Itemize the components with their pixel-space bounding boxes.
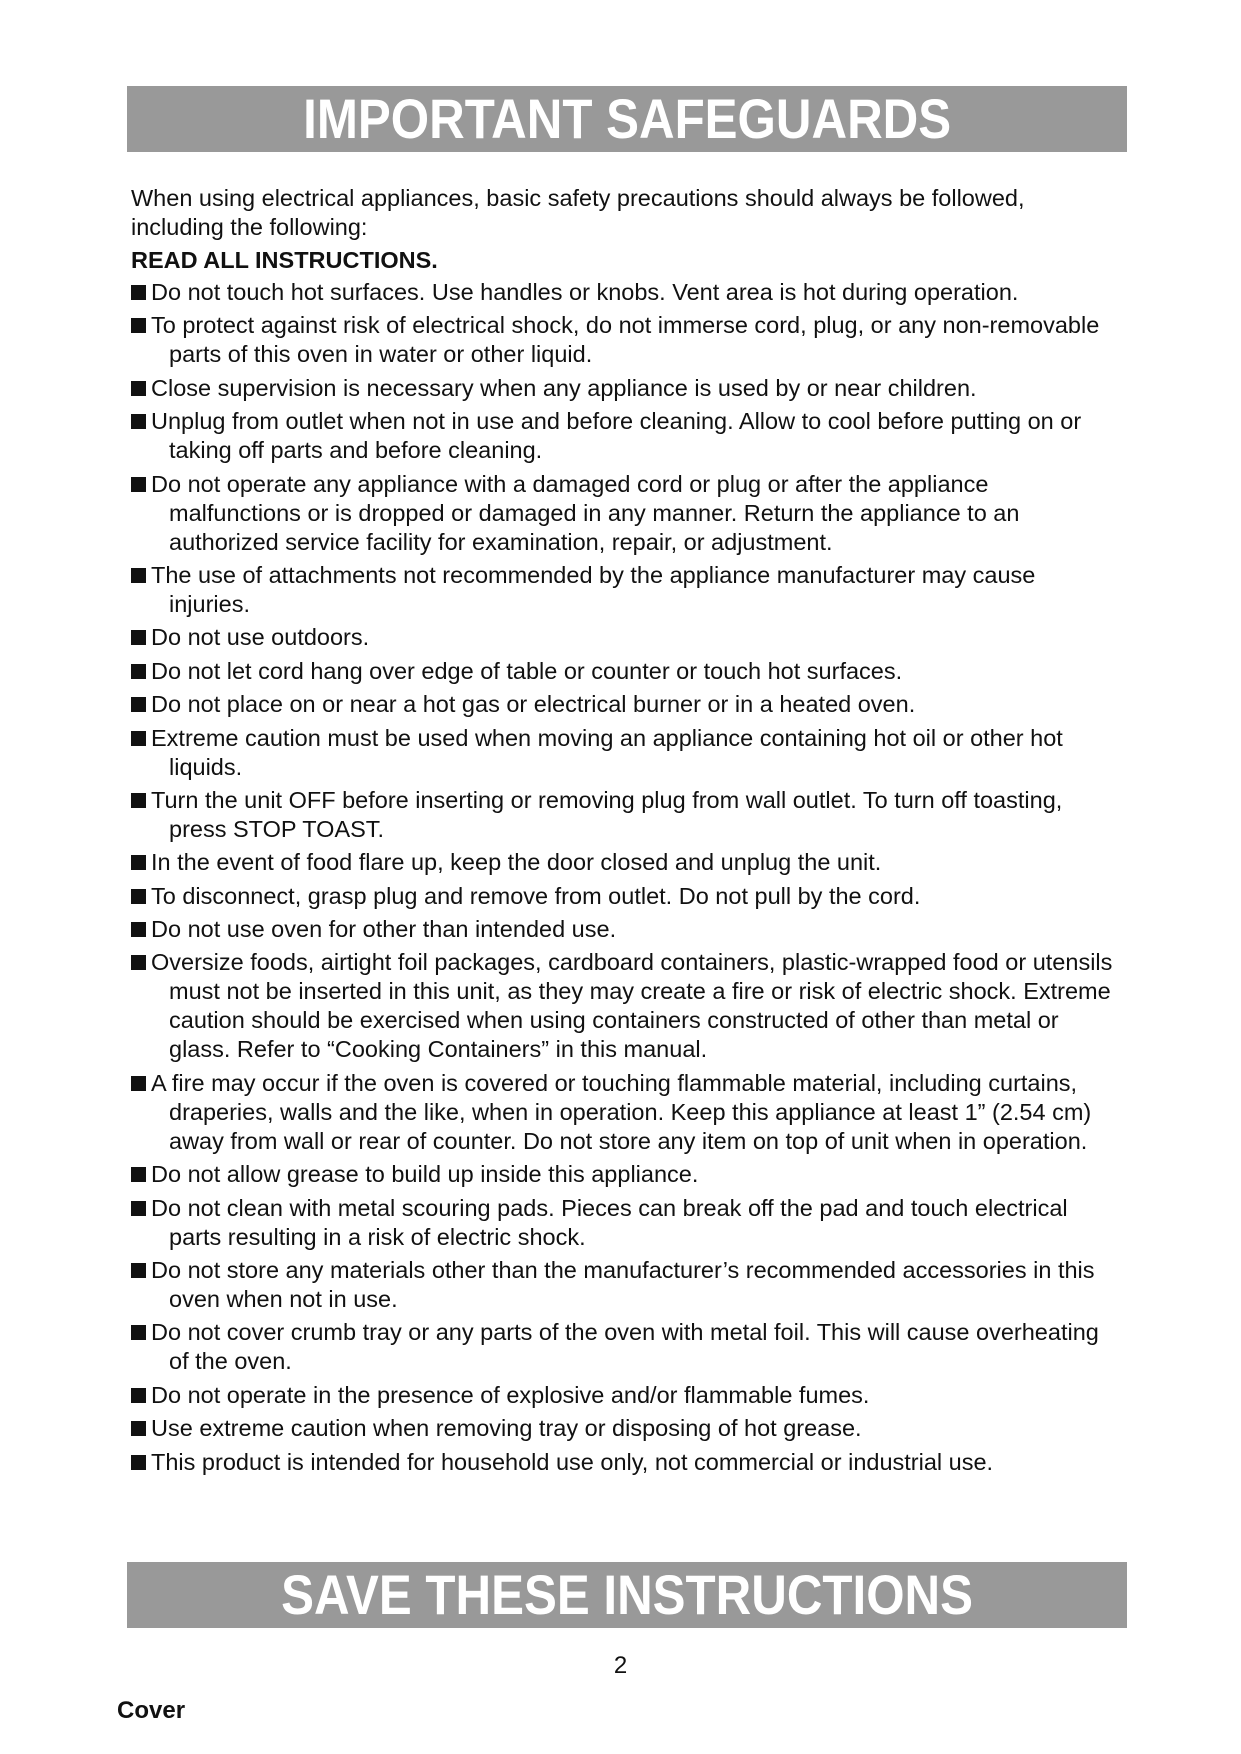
square-bullet-icon: [131, 477, 146, 492]
square-bullet-icon: [131, 1325, 146, 1340]
safeguard-item: [131, 724, 1121, 782]
page-number: 2: [613, 1652, 628, 1679]
square-bullet-icon: [131, 414, 146, 429]
banner-title: IMPORTANT SAFEGUARDS: [303, 87, 951, 150]
safeguard-item: [131, 1194, 1121, 1252]
safeguard-item: [131, 915, 1121, 944]
safeguard-text: Do not allow grease to build up inside this appliance.: [151, 1161, 699, 1188]
safeguard-item: [131, 1256, 1121, 1314]
square-bullet-icon: [131, 955, 146, 970]
safeguard-item: [131, 407, 1121, 465]
safeguard-text: In the event of food flare up, keep the door closed and unplug the unit.: [151, 849, 882, 876]
square-bullet-icon: [131, 889, 146, 904]
safeguard-text: Do not clean with metal scouring pads. Pieces can break off the pad and touch electrical parts resulting in a risk of electric shock.: [151, 1194, 1068, 1250]
safeguard-text: Do not let cord hang over edge of table or counter or touch hot surfaces.: [151, 657, 903, 684]
read-all-instructions: READ ALL INSTRUCTIONS.: [131, 247, 438, 273]
safeguard-text: Do not use outdoors.: [151, 624, 370, 651]
square-bullet-icon: [131, 731, 146, 746]
safeguard-item: [131, 882, 1121, 911]
square-bullet-icon: [131, 1455, 146, 1470]
square-bullet-icon: [131, 1201, 146, 1216]
safeguard-list: [131, 278, 1121, 1477]
square-bullet-icon: [131, 793, 146, 808]
safeguard-text: Close supervision is necessary when any appliance is used by or near children.: [151, 374, 977, 401]
safeguard-item: [131, 311, 1121, 369]
safeguard-text: Do not operate any appliance with a damaged cord or plug or after the appliance malfunctions or is dropped or damaged in any manner. Return the appliance to an authorized service facility for examination, repair, or adjustment.: [151, 470, 1020, 555]
square-bullet-icon: [131, 1263, 146, 1278]
safeguard-text: To disconnect, grasp plug and remove from outlet. Do not pull by the cord.: [151, 882, 921, 909]
safeguard-item: [131, 1318, 1121, 1376]
square-bullet-icon: [131, 697, 146, 712]
safeguard-text: Extreme caution must be used when moving an appliance containing hot oil or other hot liquids.: [151, 724, 1063, 780]
safeguard-item: [131, 1069, 1121, 1156]
square-bullet-icon: [131, 568, 146, 583]
safeguard-text: Oversize foods, airtight foil packages, cardboard containers, plastic-wrapped food or utensils must not be inserted in this unit, as they may create a fire or risk of electric shock. Extreme caution should be exercised when using containers constructed of other than metal or glass. Refer to “Cooking Containers” in this manual.: [151, 949, 1113, 1063]
safeguard-item: [131, 848, 1121, 877]
safeguard-text: Do not use oven for other than intended use.: [151, 916, 617, 943]
safeguard-text: Do not place on or near a hot gas or electrical burner or in a heated oven.: [151, 691, 916, 718]
intro-paragraph: When using electrical appliances, basic safety precautions should always be followed, including the following:: [131, 185, 1025, 240]
safeguard-text: This product is intended for household use only, not commercial or industrial use.: [151, 1448, 994, 1475]
square-bullet-icon: [131, 1076, 146, 1091]
safeguard-item: [131, 1414, 1121, 1443]
important-safeguards-banner: [127, 86, 1127, 152]
safeguard-item: [131, 786, 1121, 844]
safeguard-text: Turn the unit OFF before inserting or removing plug from wall outlet. To turn off toasting, press STOP TOAST.: [151, 786, 1063, 842]
safeguard-item: [131, 374, 1121, 403]
save-instructions-banner: [127, 1562, 1127, 1628]
square-bullet-icon: [131, 1167, 146, 1182]
safeguard-text: A fire may occur if the oven is covered or touching flammable material, including curtains, draperies, walls and the like, when in operation. Keep this appliance at least 1” (2.54 cm) away from wall or rear of counter. Do not store any item on top of unit when in operation.: [151, 1069, 1092, 1154]
safeguard-item: [131, 561, 1121, 619]
square-bullet-icon: [131, 1388, 146, 1403]
safeguard-item: [131, 1160, 1121, 1189]
safeguard-text: Do not cover crumb tray or any parts of the oven with metal foil. This will cause overheating of the oven.: [151, 1319, 1099, 1375]
safeguard-text: Do not touch hot surfaces. Use handles or knobs. Vent area is hot during operation.: [151, 279, 1019, 305]
safeguard-text: The use of attachments not recommended by the appliance manufacturer may cause injuries.: [151, 561, 1036, 617]
safeguards-content: [131, 184, 1121, 1481]
section-label: Cover: [117, 1697, 186, 1724]
square-bullet-icon: [131, 381, 146, 396]
square-bullet-icon: [131, 922, 146, 937]
square-bullet-icon: [131, 664, 146, 679]
safeguard-item: [131, 1381, 1121, 1410]
square-bullet-icon: [131, 855, 146, 870]
safeguard-item: [131, 1448, 1121, 1477]
safeguard-item: [131, 623, 1121, 652]
safeguard-text: Use extreme caution when removing tray or disposing of hot grease.: [151, 1415, 862, 1442]
safeguard-item: [131, 948, 1121, 1064]
safeguard-text: To protect against risk of electrical shock, do not immerse cord, plug, or any non-removable parts of this oven in water or other liquid.: [151, 312, 1100, 368]
square-bullet-icon: [131, 318, 146, 333]
square-bullet-icon: [131, 1421, 146, 1436]
safeguard-item: [131, 470, 1121, 557]
save-instructions-title: SAVE THESE INSTRUCTIONS: [281, 1563, 973, 1626]
square-bullet-icon: [131, 285, 146, 300]
safeguard-item: [131, 278, 1121, 307]
square-bullet-icon: [131, 630, 146, 645]
safeguard-item: [131, 657, 1121, 686]
safeguard-text: Do not operate in the presence of explosive and/or flammable fumes.: [151, 1381, 870, 1408]
safeguard-text: Do not store any materials other than the manufacturer’s recommended accessories in this oven when not in use.: [151, 1257, 1095, 1313]
safeguard-text: Unplug from outlet when not in use and before cleaning. Allow to cool before putting on or taking off parts and before cleaning.: [151, 408, 1082, 464]
safeguard-item: [131, 690, 1121, 719]
